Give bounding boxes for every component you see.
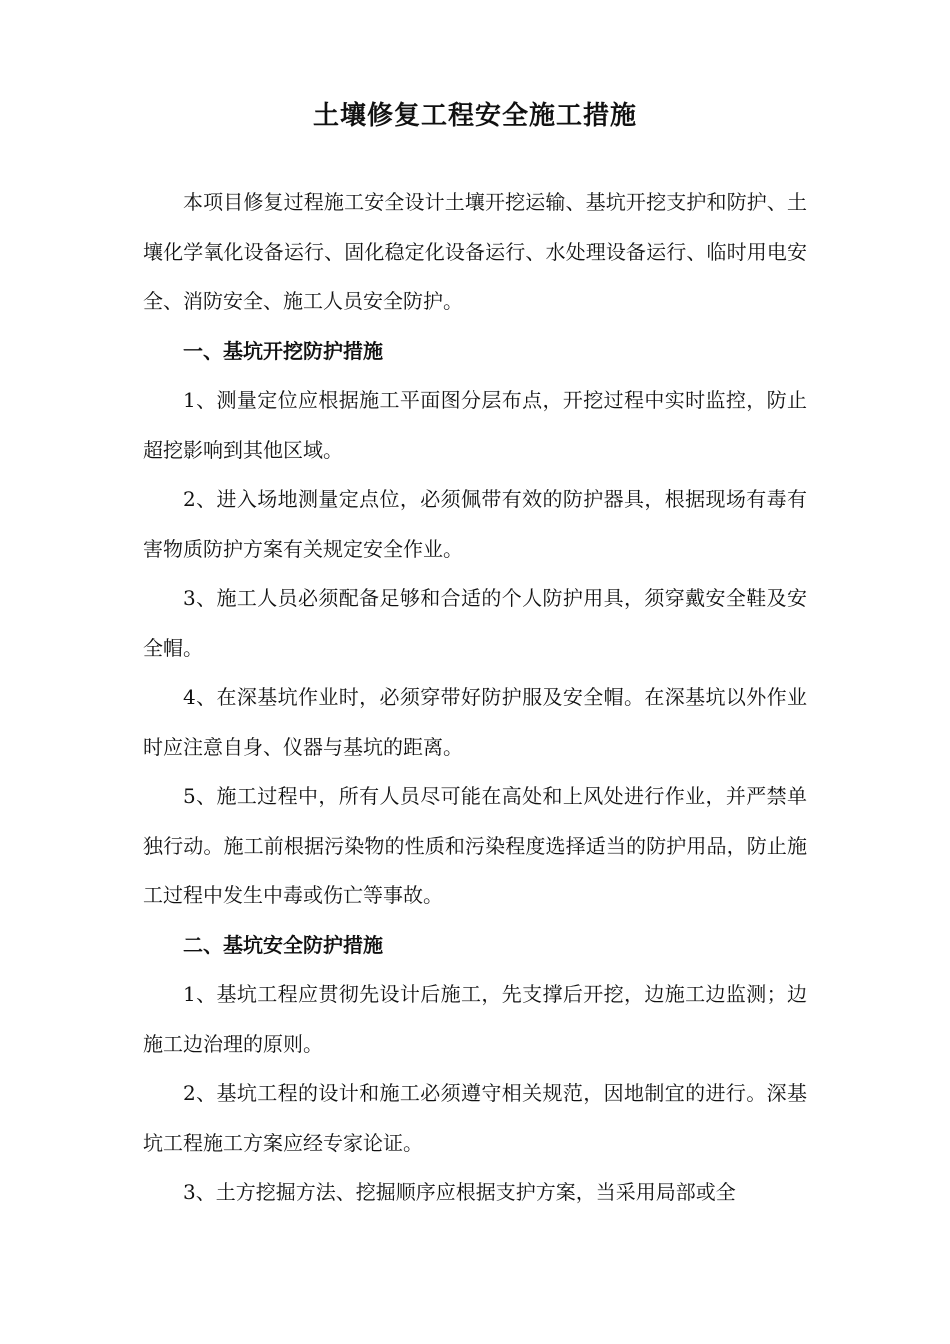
list-item: 1、基坑工程应贯彻先设计后施工，先支撑后开挖，边施工边监测；边施工边治理的原则。	[143, 982, 807, 1056]
list-item: 1、测量定位应根据施工平面图分层布点，开挖过程中实时监控，防止超挖影响到其他区域。	[143, 388, 807, 462]
list-item: 3、土方挖掘方法、挖掘顺序应根据支护方案，当采用局部或全	[183, 1180, 736, 1204]
page-title: 土壤修复工程安全施工措施	[312, 101, 637, 131]
list-item: 2、基坑工程的设计和施工必须遵守相关规范，因地制宜的进行。深基坑工程施工方案应经专家论证。	[143, 1081, 807, 1155]
list-item: 4、在深基坑作业时，必须穿带好防护服及安全帽。在深基坑以外作业时应注意自身、仪器与基坑的距离。	[143, 685, 807, 759]
section-heading-pit-safety: 二、基坑安全防护措施	[183, 932, 383, 957]
document-body	[143, 178, 807, 1218]
list-item: 2、进入场地测量定点位，必须佩带有效的防护器具，根据现场有毒有害物质防护方案有关规定安全作业。	[143, 487, 807, 561]
list-item: 3、施工人员必须配备足够和合适的个人防护用具，须穿戴安全鞋及安全帽。	[143, 586, 807, 660]
list-item: 5、施工过程中，所有人员尽可能在高处和上风处进行作业，并严禁单独行动。施工前根据污染物的性质和污染程度选择适当的防护用品，防止施工过程中发生中毒或伤亡等事故。	[143, 784, 807, 907]
section-heading-excavation-protection: 一、基坑开挖防护措施	[183, 338, 383, 363]
intro-paragraph: 本项目修复过程施工安全设计土壤开挖运输、基坑开挖支护和防护、土壤化学氧化设备运行、固化稳定化设备运行、水处理设备运行、临时用电安全、消防安全、施工人员安全防护。	[143, 190, 807, 313]
